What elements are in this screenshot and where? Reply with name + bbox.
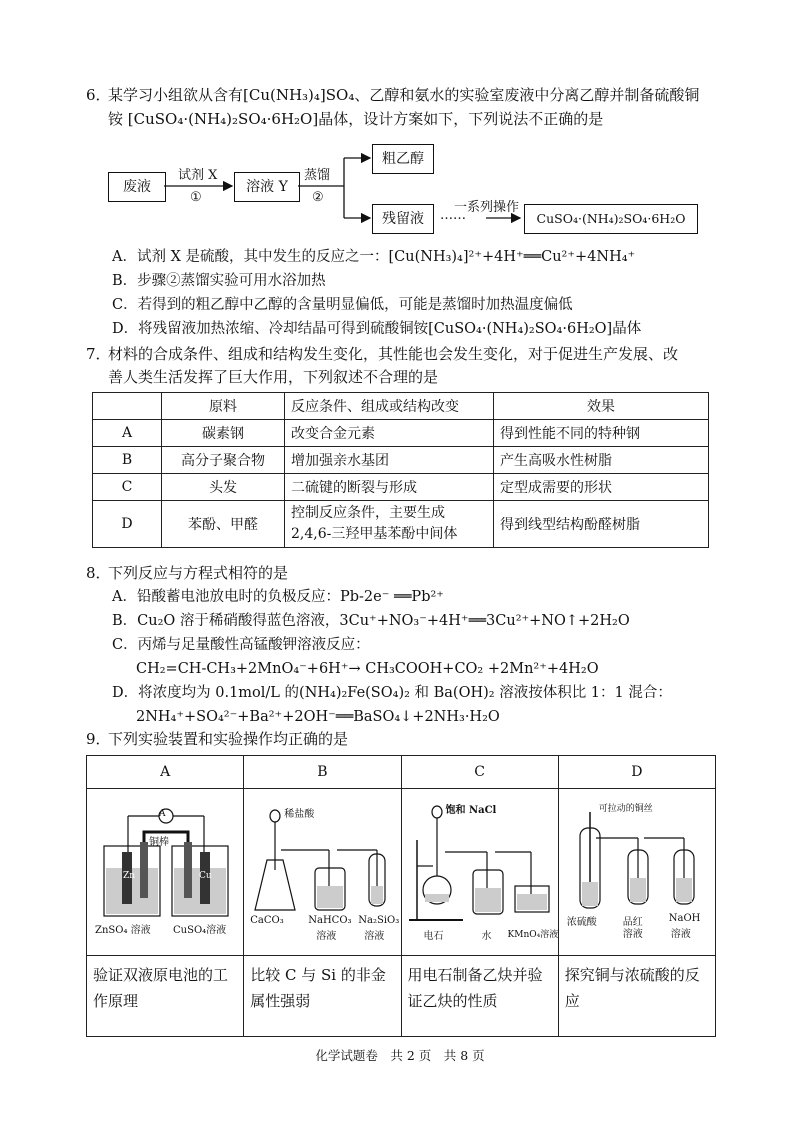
- q7-stem-line2: 善人类生活发挥了巨大作用，下列叙述不合理的是: [108, 368, 439, 386]
- q6-option-a: A．试剂 X 是硫酸，其中发生的反应之一：[Cu(NH₃)₄]²⁺+4H⁺══Cu²⁺+4NH₄⁺: [112, 249, 636, 265]
- q7-header-cell: 原料: [162, 393, 285, 420]
- q6-option-d: D．将残留液加热浓缩、冷却结晶可得到硫酸铜铵[CuSO₄·(NH₄)₂SO₄·6H₂O]晶体: [112, 321, 642, 337]
- magenta-solution-label: 溶液: [622, 929, 643, 940]
- copper-wire-label: 可拉动的铜丝: [598, 804, 653, 814]
- nacl-label: 饱和 NaCl: [445, 805, 497, 816]
- q8-option-d: D．将浓度均为 0.1mol/L 的(NH₄)₂Fe(SO₄)₂ 和 Ba(OH)₂ 溶液按体积比 1：1 混合：: [112, 685, 672, 701]
- table-row: [93, 501, 709, 548]
- caco3-label: CaCO₃: [250, 915, 284, 926]
- flow-product-box: CuSO₄·(NH₄)₂SO₄·6H₂O: [524, 204, 698, 234]
- q7-cell: A: [93, 420, 162, 447]
- q7-header-cell: [93, 393, 162, 420]
- q7-stem-line1: [86, 343, 678, 365]
- q6-number: 6．: [86, 86, 111, 104]
- q9-header-b: B: [244, 756, 401, 789]
- q7-cell: 增加强亲水基团: [285, 447, 494, 474]
- copper-rod-label: 铜棒: [149, 837, 169, 848]
- q7-cell: 产生高吸水性树脂: [494, 447, 709, 474]
- flow-solution-box: 溶液 Y: [234, 172, 300, 202]
- calcium-carbide-label: 电石: [423, 931, 444, 942]
- apparatus-a: [87, 789, 244, 956]
- q7-header-cell: 效果: [494, 393, 709, 420]
- cuso4-label: CuSO₄溶液: [173, 925, 227, 936]
- kmno4-label: KMnO₄溶液: [507, 930, 559, 940]
- znso4-label: ZnSO₄ 溶液: [95, 925, 151, 936]
- q7-cell: C: [93, 474, 162, 501]
- q7-cell: 头发: [162, 474, 285, 501]
- carbon-silicon-apparatus: [245, 790, 401, 950]
- q6-stem-line2: 铵 [CuSO₄·(NH₄)₂SO₄·6H₂O]晶体，设计方案如下，下列说法不正确的是: [108, 110, 604, 128]
- naoh-label: NaOH: [668, 913, 701, 924]
- q8-number: 8．: [86, 564, 111, 582]
- q7-cell: 高分子聚合物: [162, 447, 285, 474]
- q6-option-b: B．步骤②蒸馏实验可用水浴加热: [112, 273, 326, 289]
- q7-cell: B: [93, 447, 162, 474]
- q9-desc-b: 比较 C 与 Si 的非金属性强弱: [244, 956, 401, 1037]
- q9-apparatus-row: [87, 789, 716, 956]
- q7-cell: D: [93, 501, 162, 548]
- table-row: [93, 420, 709, 447]
- conc-h2so4-label: 浓硫酸: [566, 917, 597, 928]
- q9-stem-text: 下列实验装置和实验操作均正确的是: [108, 730, 349, 748]
- q9-desc-d: 探究铜与浓硫酸的反应: [558, 956, 715, 1037]
- flow-distill-label: 蒸馏: [304, 168, 331, 183]
- q7-cell: 苯酚、甲醛: [162, 501, 285, 548]
- q9-header-d: D: [558, 756, 715, 789]
- q7-row-d-line2: 2,4,6-三羟甲基苯酚中间体: [291, 526, 458, 542]
- q9-description-row: [87, 956, 716, 1037]
- q7-cell: 碳素钢: [162, 420, 285, 447]
- q9-stem: [86, 728, 348, 750]
- q9-desc-a: 验证双液原电池的工作原理: [87, 956, 244, 1037]
- q7-cell: 定型成需要的形状: [494, 474, 709, 501]
- q8-stem-text: 下列反应与方程式相符的是: [108, 564, 289, 582]
- q9-header-a: A: [87, 756, 244, 789]
- q7-number: 7．: [86, 345, 111, 363]
- q8-option-c-equation: CH₂=CH-CH₃+2MnO₄⁻+6H⁺→ CH₃COOH+CO₂ +2Mn²⁺+4H₂O: [136, 661, 599, 677]
- table-row: [93, 447, 709, 474]
- flow-waste-box: 废液: [108, 172, 166, 202]
- q7-cell: 二硫键的断裂与形成: [285, 474, 494, 501]
- flow-ops-label: 一系列操作: [454, 200, 520, 215]
- q6-stem-text1: 某学习小组欲从含有[Cu(NH₃)₄]SO₄、乙醇和氨水的实验室废液中分离乙醇并制备硫酸铜: [108, 86, 700, 104]
- q7-header-cell: 反应条件、组成或结构改变: [285, 393, 494, 420]
- ammeter-label: A: [159, 809, 166, 819]
- q7-table-header: [93, 393, 709, 420]
- q9-desc-c: 用电石制备乙炔并验证乙炔的性质: [401, 956, 558, 1037]
- na2sio3-label: Na₂SiO₃: [358, 915, 400, 926]
- q6-option-c: C．若得到的粗乙醇中乙醇的含量明显偏低，可能是蒸馏时加热温度偏低: [112, 297, 573, 313]
- apparatus-c: [401, 789, 558, 956]
- nahco3-label: NaHCO₃: [308, 915, 352, 926]
- q7-row-d-line1: 控制反应条件，主要生成: [291, 505, 445, 521]
- na2sio3-solution-label: 溶液: [364, 931, 385, 942]
- flow-step2-label: ②: [312, 190, 324, 205]
- nahco3-solution-label: 溶液: [316, 931, 337, 942]
- flow-step1-label: ①: [190, 190, 202, 205]
- q8-option-c: C．丙烯与足量酸性高锰酸钾溶液反应：: [112, 637, 370, 653]
- q9-header-c: C: [401, 756, 558, 789]
- q7-cell: 得到线型结构酚醛树脂: [494, 501, 709, 548]
- zinc-label: Zn: [123, 871, 136, 881]
- q9-number: 9．: [86, 730, 111, 748]
- water-label: 水: [481, 931, 492, 942]
- q7-stem-text1: 材料的合成条件、组成和结构发生变化，其性能也会发生变化，对于促进生产发展、改: [108, 345, 679, 363]
- flow-reagent-label: 试剂 X: [178, 168, 218, 183]
- apparatus-b: [244, 789, 401, 956]
- q8-option-b: B．Cu₂O 溶于稀硝酸得蓝色溶液，3Cu⁺+NO₃⁻+4H⁺══3Cu²⁺+NO↑+2H₂O: [112, 613, 630, 629]
- flow-dots: ……: [440, 208, 466, 223]
- q7-cell: [285, 501, 494, 548]
- q7-table: [92, 392, 709, 548]
- page-footer: 化学试题卷 共 2 页 共 8 页: [315, 1048, 485, 1063]
- naoh-solution-label: 溶液: [670, 929, 691, 940]
- q9-table: [86, 755, 716, 1037]
- q8-option-d-equation: 2NH₄⁺+SO₄²⁻+Ba²⁺+2OH⁻══BaSO₄↓+2NH₃·H₂O: [136, 709, 500, 725]
- q7-cell: 得到性能不同的特种钢: [494, 420, 709, 447]
- q9-header-row: [87, 756, 716, 789]
- table-row: [93, 474, 709, 501]
- cu-label: Cu: [199, 871, 212, 881]
- q8-option-a: A．铅酸蓄电池放电时的负极反应：Pb-2e⁻ ══Pb²⁺: [112, 589, 444, 605]
- q8-stem: [86, 562, 288, 584]
- magenta-label: 品红: [622, 917, 643, 928]
- hcl-label: 稀盐酸: [284, 809, 315, 820]
- apparatus-d: [558, 789, 715, 956]
- flow-residue-box: 残留液: [372, 204, 434, 234]
- q7-cell: 改变合金元素: [285, 420, 494, 447]
- flow-crude-box: 粗乙醇: [372, 144, 434, 174]
